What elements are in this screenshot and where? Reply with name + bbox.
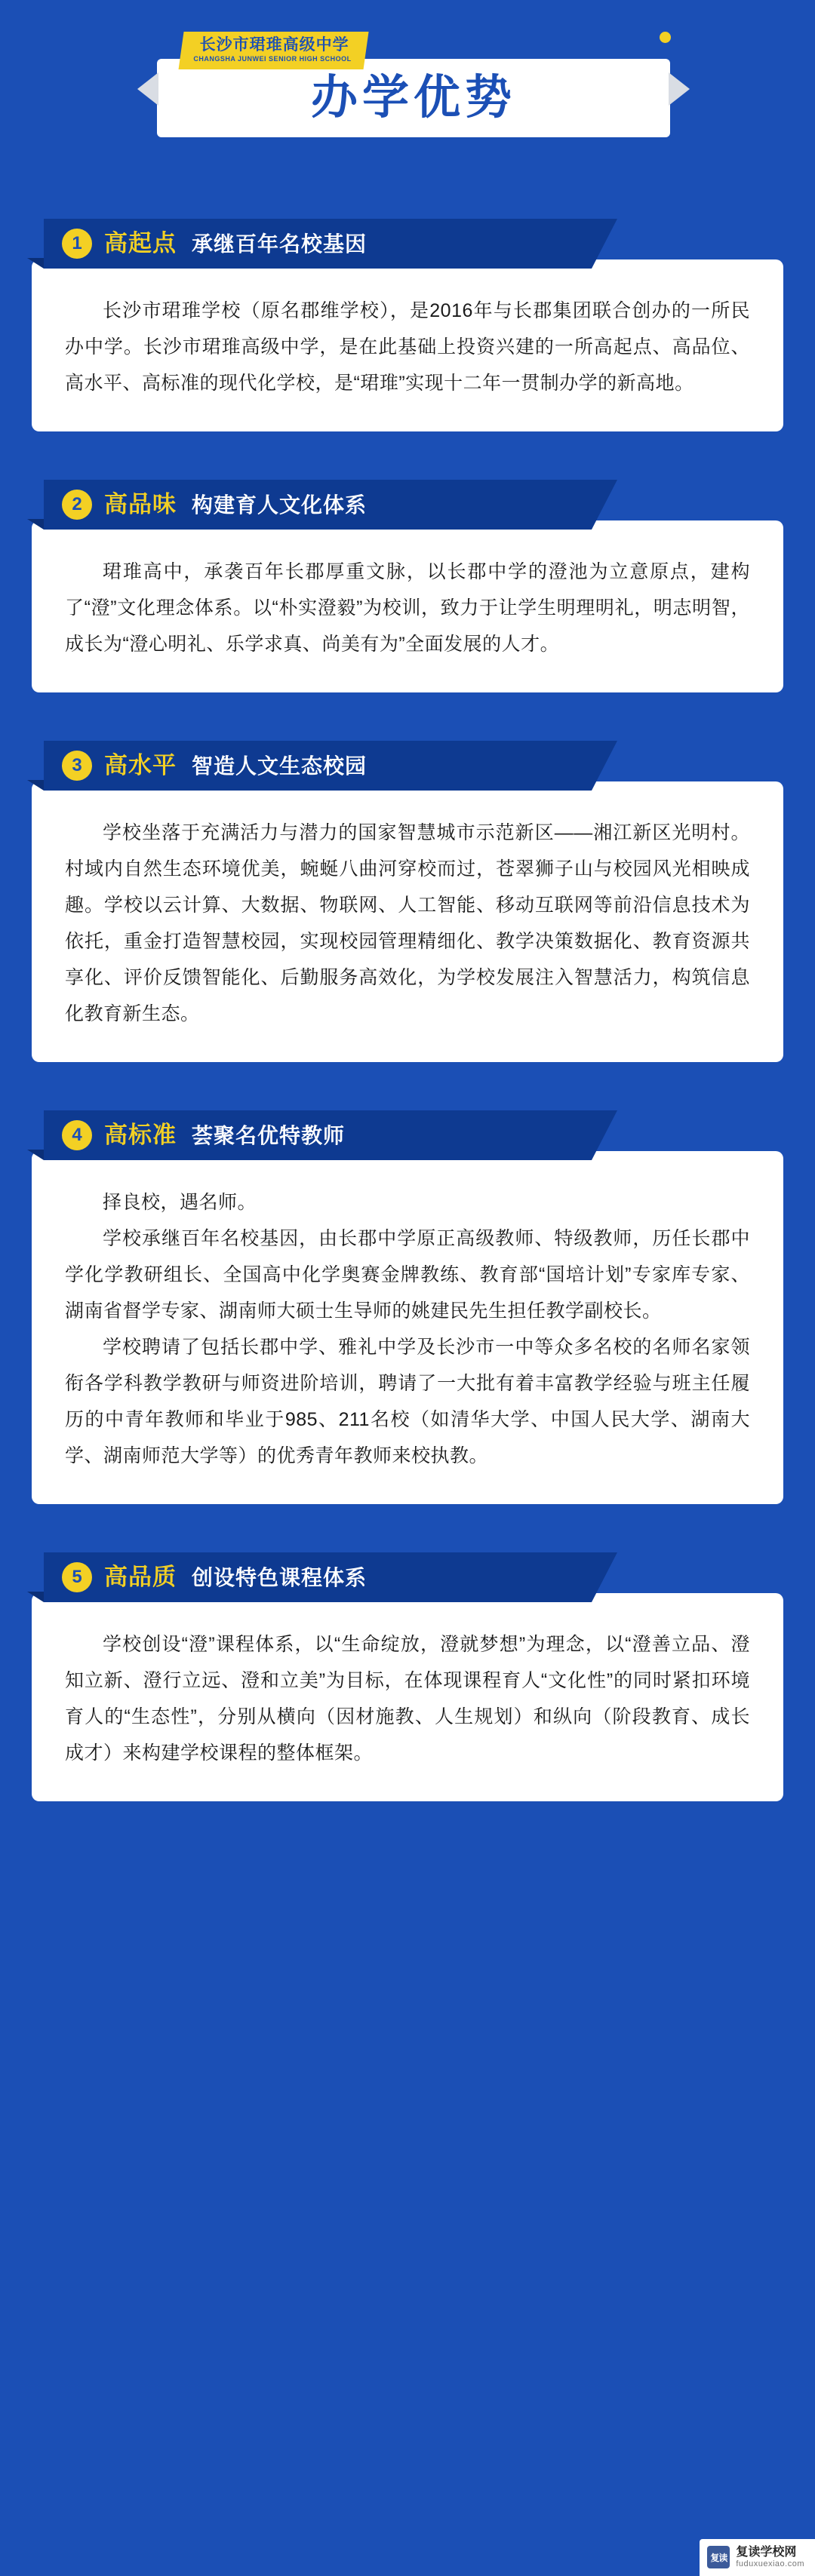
section-3-header <box>44 741 617 791</box>
section-2-number: 2 <box>62 490 92 520</box>
section-4 <box>0 1110 815 1504</box>
section-4-paragraph-3: 学校聘请了包括长郡中学、雅礼中学及长沙市一中等众多名校的名师名家领衔各学科教学教研与师资进阶培训，聘请了一大批有着丰富教学经验与班主任履历的中青年教师和毕业于985、211名校（如清华大学、中国人民大学、湖南大学、湖南师范大学等）的优秀青年教师来校执教。 <box>65 1337 750 1466</box>
section-3-subtitle: 智造人文生态校园 <box>192 754 368 778</box>
section-2-keyword: 高品味 <box>104 491 177 517</box>
section-5-card <box>32 1593 783 1801</box>
section-5-header-tail-icon <box>27 1592 44 1602</box>
section-2-card <box>32 520 783 692</box>
site-logo-icon: 复读 <box>707 2546 730 2568</box>
section-3-keyword: 高水平 <box>104 752 177 778</box>
section-4-keyword: 高标准 <box>104 1122 177 1148</box>
section-4-card <box>32 1151 783 1504</box>
watermark-text <box>736 2546 804 2569</box>
section-2-header <box>44 480 617 530</box>
section-5 <box>0 1552 815 1801</box>
ribbon-fold-left-icon <box>137 72 158 106</box>
section-1-keyword: 高起点 <box>104 230 177 256</box>
section-1-header-tail-icon <box>27 258 44 269</box>
section-3-card <box>32 781 783 1062</box>
poster-header <box>0 0 815 219</box>
watermark-footer[interactable] <box>700 2539 815 2576</box>
section-3 <box>0 741 815 1062</box>
school-badge-cn: 长沙市珺琟高级中学 <box>199 36 349 54</box>
section-2-header-tail-icon <box>27 519 44 530</box>
page-title: 办学优势 <box>310 72 516 124</box>
section-5-number: 5 <box>62 1562 92 1592</box>
section-4-header-tail-icon <box>27 1150 44 1160</box>
watermark-site-url: fuduxuexiao.com <box>736 2559 804 2569</box>
watermark-site-name: 复读学校网 <box>736 2545 797 2559</box>
section-4-subtitle: 荟聚名优特教师 <box>192 1124 346 1147</box>
section-2-paragraph-1: 珺琟高中，承袭百年长郡厚重文脉，以长郡中学的澄池为立意原点，建构了“澄”文化理念体系。以“朴实澄毅”为校训，致力于让学生明理明礼，明志明智，成长为“澄心明礼、乐学求真、尚美有为”全面发展的人才。 <box>65 561 750 655</box>
section-5-subtitle: 创设特色课程体系 <box>192 1566 368 1589</box>
section-3-paragraph-1: 学校坐落于充满活力与潜力的国家智慧城市示范新区——湘江新区光明村。村域内自然生态环境优美，蜿蜒八曲河穿校而过，苍翠狮子山与校园风光相映成趣。学校以云计算、大数据、物联网、人工智能、移动互联网等前沿信息技术为依托，重金打造智慧校园，实现校园管理精细化、教学决策数据化、教育资源共享化、评价反馈智能化、后勤服务高效化，为学校发展注入智慧活力，构筑信息化教育新生态。 <box>65 822 750 1024</box>
title-ribbon <box>157 59 670 137</box>
section-3-number: 3 <box>62 751 92 781</box>
decorative-dot-icon <box>660 32 671 43</box>
section-1-number: 1 <box>62 229 92 259</box>
section-5-keyword: 高品质 <box>104 1564 177 1590</box>
section-2-subtitle: 构建育人文化体系 <box>192 493 368 517</box>
school-badge <box>178 32 368 69</box>
section-2 <box>0 480 815 692</box>
section-1-subtitle: 承继百年名校基因 <box>192 232 368 256</box>
section-4-paragraph-2: 学校承继百年名校基因，由长郡中学原正高级教师、特级教师，历任长郡中学化学教研组长、全国高中化学奥赛金牌教练、教育部“国培计划”专家库专家、湖南省督学专家、湖南师大硕士生导师的姚建民先生担任教学副校长。 <box>65 1228 750 1322</box>
section-1 <box>0 219 815 431</box>
section-5-paragraph-1: 学校创设“澄”课程体系，以“生命绽放，澄就梦想”为理念，以“澄善立品、澄知立新、澄行立远、澄和立美”为目标，在体现课程育人“文化性”的同时紧扣环境育人的“生态性”，分别从横向（因材施教、人生规划）和纵向（阶段教育、成长成才）来构建学校课程的整体框架。 <box>65 1634 750 1764</box>
section-1-card <box>32 259 783 431</box>
ribbon-fold-right-icon <box>669 72 690 106</box>
section-4-paragraph-1: 择良校，遇名师。 <box>103 1192 257 1213</box>
section-4-number: 4 <box>62 1120 92 1150</box>
section-5-header <box>44 1552 617 1602</box>
school-badge-en: CHANGSHA JUNWEI SENIOR HIGH SCHOOL <box>193 55 352 63</box>
section-3-header-tail-icon <box>27 780 44 791</box>
section-1-paragraph-1: 长沙市珺琟学校（原名郡维学校），是2016年与长郡集团联合创办的一所民办中学。长沙市珺琟高级中学，是在此基础上投资兴建的一所高起点、高品位、高水平、高标准的现代化学校，是“珺琟”实现十二年一贯制办学的新高地。 <box>65 300 750 394</box>
section-1-header <box>44 219 617 269</box>
section-4-header <box>44 1110 617 1160</box>
